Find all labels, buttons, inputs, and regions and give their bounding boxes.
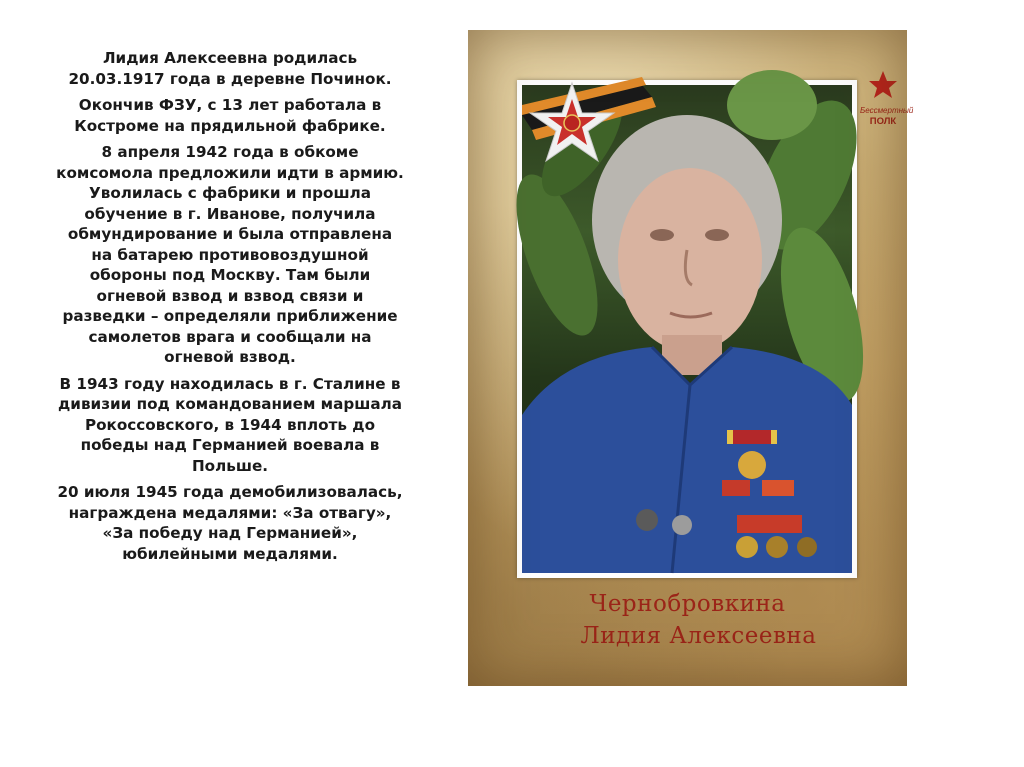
portrait-photo xyxy=(522,85,852,573)
biography-text xyxy=(55,48,405,570)
portrait-illustration xyxy=(522,85,852,573)
immortal-regiment-logo xyxy=(860,70,914,138)
portrait-frame xyxy=(517,80,857,578)
bio-paragraph-demobilization: 20 июля 1945 года демобилизовалась, награждена медалями: «За отвагу», «За победу над Германией», юбилейными медалями. xyxy=(57,483,403,563)
veteran-given-names: Лидия Алексеевна xyxy=(580,623,817,649)
bio-paragraph-war: В 1943 году находилась в г. Сталине в дивизии под командованием маршала Рокоссовского, в 1944 вплоть до победы над Германией воевала в Польше. xyxy=(58,374,402,475)
bio-paragraph-work: Окончив ФЗУ, с 13 лет работала в Костроме на прядильной фабрике. xyxy=(74,96,386,135)
veteran-surname: Чернобровкина xyxy=(589,591,786,617)
memorial-card xyxy=(468,30,914,686)
veteran-name xyxy=(468,588,907,652)
bio-paragraph-birth: Лидия Алексеевна родилась 20.03.1917 года в деревне Починок. xyxy=(68,49,392,88)
logo-caption-bottom: ПОЛК xyxy=(869,116,897,127)
logo-caption-top: Бессмертный xyxy=(860,106,914,115)
bio-paragraph-army: 8 апреля 1942 года в обкоме комсомола предложили идти в армию. Уволилась с фабрики и прошла обучение в г. Иванове, получила обмундирование и была отправлена на батарею противовоздушной обороны под Москву. Там были огневой взвод и взвод связи и разведки – определяли приближение самолетов врага и сообщали на огневой взвод. xyxy=(56,143,404,366)
red-star-icon xyxy=(868,70,898,100)
